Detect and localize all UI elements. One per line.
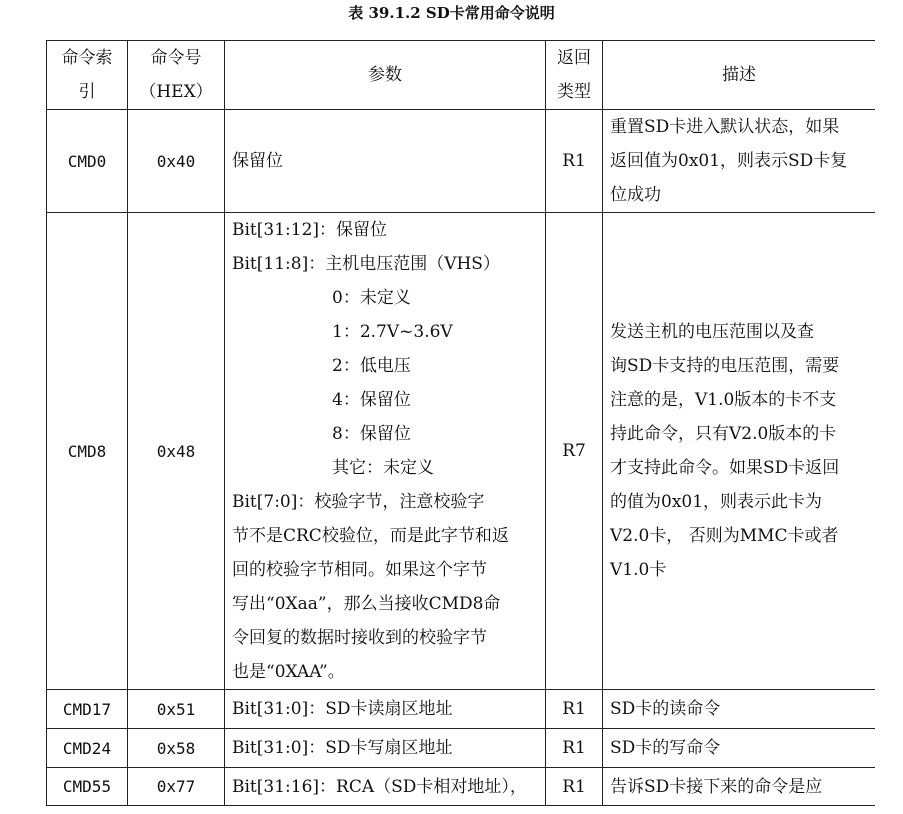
cell-return: R1 <box>546 768 603 806</box>
cell-hex: 0x40 <box>128 110 225 213</box>
cell-return: R1 <box>546 690 603 729</box>
cell-index: CMD55 <box>47 768 128 806</box>
cell-return: R7 <box>546 213 603 690</box>
cell-params: Bit[31:16]：RCA（SD卡相对地址）， <box>225 768 546 806</box>
cell-return: R1 <box>546 729 603 768</box>
cell-index: CMD17 <box>47 690 128 729</box>
cell-hex: 0x77 <box>128 768 225 806</box>
cell-desc: SD卡的读命令 <box>603 690 876 729</box>
cell-index: CMD0 <box>47 110 128 213</box>
cell-hex: 0x48 <box>128 213 225 690</box>
header-row <box>47 41 876 110</box>
cell-index: CMD8 <box>47 213 128 690</box>
cell-params: Bit[31:0]：SD卡写扇区地址 <box>225 729 546 768</box>
cell-desc: 发送主机的电压范围以及查 询SD卡支持的电压范围，需要 注意的是，V1.0版本的卡不支 持此命令，只有V2.0版本的卡 才支持此命令。如果SD卡返回 的值为0x01，则表示此卡为 V2.0卡， 否则为MMC卡或者 V1.0卡 <box>603 213 876 690</box>
cell-desc: SD卡的写命令 <box>603 729 876 768</box>
cell-return: R1 <box>546 110 603 213</box>
table-row <box>47 768 876 806</box>
header-description: 描述 <box>603 41 876 110</box>
command-table <box>46 40 875 806</box>
header-return-type: 返回 类型 <box>546 41 603 110</box>
cell-index: CMD24 <box>47 729 128 768</box>
cell-desc: 重置SD卡进入默认状态，如果 返回值为0x01，则表示SD卡复 位成功 <box>603 110 876 213</box>
header-number: 命令号 （HEX） <box>128 41 225 110</box>
table-row <box>47 110 876 213</box>
table-row <box>47 729 876 768</box>
cell-params: Bit[31:0]：SD卡读扇区地址 <box>225 690 546 729</box>
table-container <box>46 40 875 814</box>
cell-desc: 告诉SD卡接下来的命令是应 <box>603 768 876 806</box>
header-index: 命令索 引 <box>47 41 128 110</box>
cell-hex: 0x58 <box>128 729 225 768</box>
cell-hex: 0x51 <box>128 690 225 729</box>
table-row <box>47 690 876 729</box>
cell-params: 保留位 <box>225 110 546 213</box>
cell-params: Bit[31:12]：保留位 Bit[11:8]：主机电压范围（VHS） 0：未定义 1：2.7V~3.6V 2：低电压 4：保留位 8：保留位 其它：未定义 Bit[7:0]：校验字节，注意校验字 节不是CRC校验位，而是此字节和返 回的校验字节相同。如果这个字节 写出“0Xaa”，那么当接收CMD8命 令回复的数据时接收到的校验字节 也是“0XAA”。 <box>225 213 546 690</box>
table-row <box>47 213 876 690</box>
header-params: 参数 <box>225 41 546 110</box>
table-caption: 表 39.1.2 SD卡常用命令说明 <box>348 4 555 22</box>
